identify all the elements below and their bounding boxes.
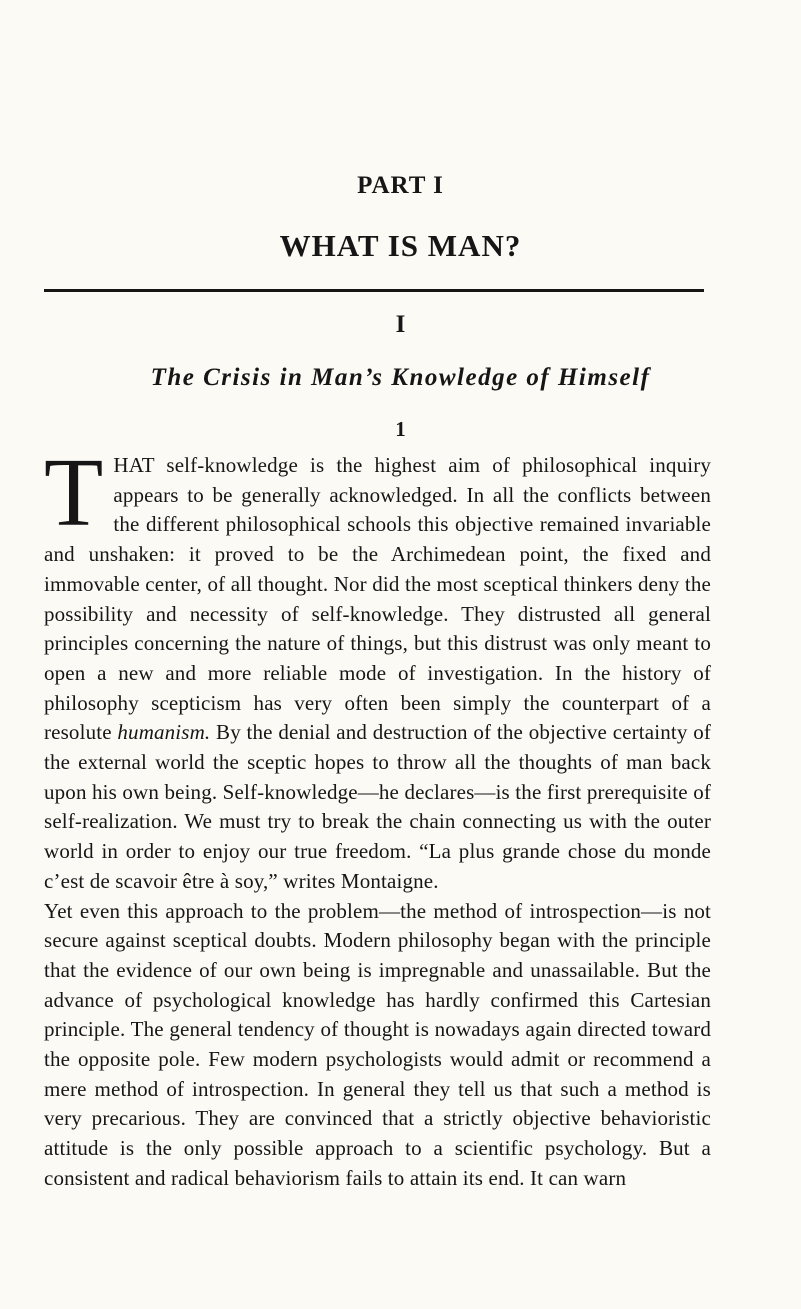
chapter-number: I — [395, 311, 406, 338]
paragraph-1-text-start: HAT self-knowledge is the highest aim of philosophical inquiry appears to be generally acknowledged. In all the conflicts between the different philosophical schools this objective remained invariable and unshaken: it proved to be the Archimedean point, the fixed and immovable center, of all thought. Nor did the most sceptical thinkers deny the possibility and necessity of self-knowledge. They distrusted all general principles concerning the nature of things, but this distrust was only meant to open a new and more reliable mode of investigation. In the history of philosophy scepticism has very often been simply the counterpart of a resolute — [44, 453, 711, 745]
paragraph-1 — [44, 439, 712, 897]
chapter-title: The Crisis in Man’s Knowledge of Himself — [150, 364, 651, 391]
body-text — [44, 439, 712, 1194]
paragraph-1-text-end: By the denial and destruction of the objective certainty of the external world the sceptic hopes to throw all the thoughts of man back upon his own being. Self-knowledge—he declares—is the first prerequisite of self-realization. We must try to break the chain connecting us with the outer world in order to enjoy our true freedom. “La plus grande chose du monde c’est de scavoir être à soy,” writes Montaigne. — [44, 720, 712, 893]
part-label: PART I — [357, 172, 444, 199]
drop-cap: T — [44, 439, 104, 546]
part-title: WHAT IS MAN? — [279, 228, 522, 263]
paragraph-2: Yet even this approach to the problem—the method of introspection—is not secure against sceptical doubts. Modern philosophy began with the principle that the evidence of our own being is impregnable and unassailable. But the advance of psychological knowledge has hardly confirmed this Cartesian principle. The general tendency of thought is nowadays again directed toward the opposite pole. Few modern psychologists would admit or recommend a mere method of introspection. In general they tell us that such a method is very precarious. They are convinced that a strictly objective behavioristic attitude is the only possible approach to a scientific psychology. But a consistent and radical behaviorism fails to attain its end. It can warn — [44, 898, 711, 1190]
section-number: 1 — [395, 417, 406, 441]
emphasized-word: humanism. — [117, 720, 211, 745]
section-divider — [44, 289, 704, 292]
